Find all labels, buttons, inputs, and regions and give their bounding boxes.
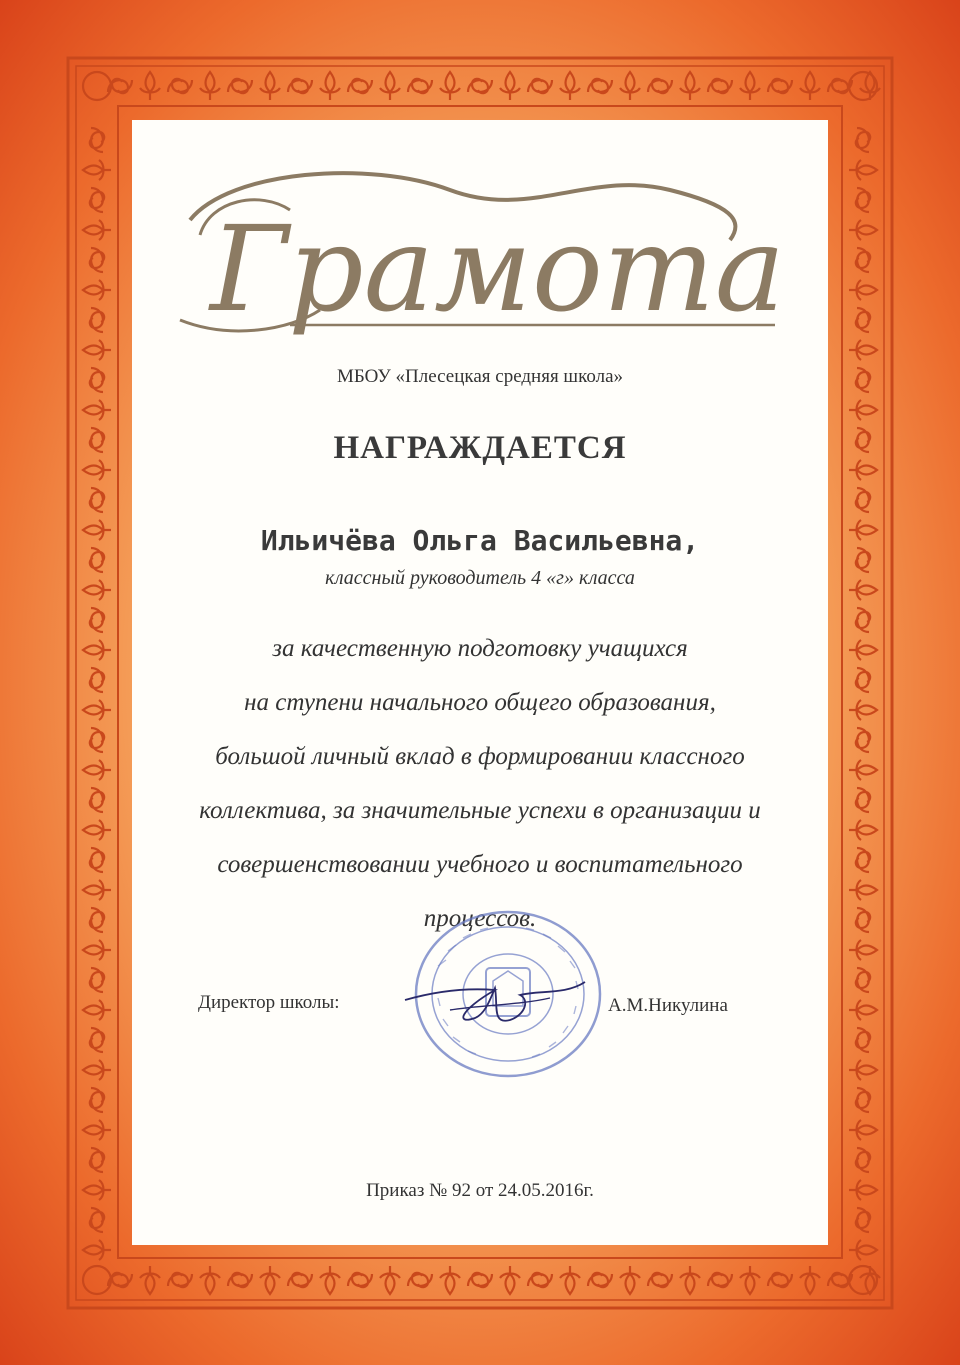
reason-line: на ступени начального общего образования, — [244, 689, 716, 716]
title-text: Грамота — [210, 200, 786, 338]
recipient-name: Ильичёва Ольга Васильевна, — [260, 524, 700, 557]
reason-line: за качественную подготовку учащихся — [272, 635, 688, 662]
award-reason — [140, 622, 820, 946]
title-calligraphy — [170, 160, 790, 360]
director-name: А.М.Никулина — [608, 995, 728, 1016]
recipient-role: классный руководитель 4 «г» класса — [325, 567, 635, 589]
reason-line: коллектива, за значительные успехи в организации и — [199, 797, 761, 824]
order-reference: Приказ № 92 от 24.05.2016г. — [366, 1180, 594, 1201]
reason-line: большой личный вклад в формировании классного — [215, 743, 745, 770]
reason-line: совершенствовании учебного и воспитательного — [217, 851, 743, 878]
director-label: Директор школы: — [198, 992, 340, 1013]
reason-line: процессов. — [423, 905, 537, 932]
awarded-heading: НАГРАЖДАЕТСЯ — [333, 430, 627, 466]
school-name: МБОУ «Плесецкая средняя школа» — [336, 366, 623, 387]
director-signature — [400, 970, 590, 1040]
